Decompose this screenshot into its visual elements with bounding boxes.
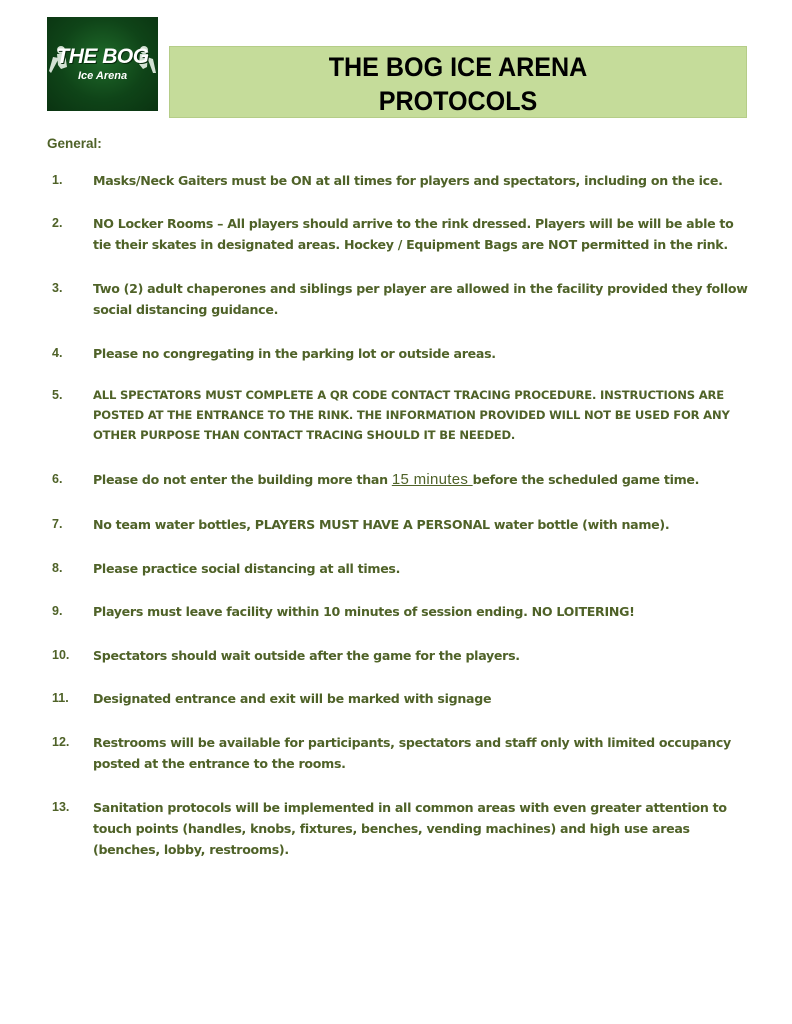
title-line-2: PROTOCOLS — [378, 86, 538, 116]
item-text: Restrooms will be available for participants, spectators and staff only with limited occupancy posted at the entrance to the rooms. — [93, 735, 731, 771]
logo-brand: THE BOG — [56, 45, 149, 68]
item-number: 8. — [52, 561, 63, 575]
item-text: Spectators should wait outside after the game for the players. — [93, 648, 520, 663]
item-number: 12. — [52, 735, 70, 749]
item-text: Two (2) adult chaperones and siblings per player are allowed in the facility provided they follow social distancing guidance. — [93, 281, 748, 317]
item-number: 13. — [52, 800, 70, 814]
item-text: Sanitation protocols will be implemented in all common areas with even greater attention to touch points (handles, knobs, fixtures, benches, vending machines) and high use areas (benches, lobby, restrooms). — [93, 800, 727, 857]
item-number: 7. — [52, 517, 63, 531]
item-number: 9. — [52, 604, 63, 618]
item-number: 11. — [52, 691, 69, 705]
item-text: Please no congregating in the parking lot or outside areas. — [93, 346, 496, 361]
item-text: Masks/Neck Gaiters must be ON at all times for players and spectators, including on the ice. — [93, 173, 723, 188]
item-number: 1. — [52, 173, 63, 187]
item-text-pre: Please do not enter the building more than — [93, 472, 392, 487]
page-title — [169, 46, 747, 118]
item-text: Players must leave facility within 10 minutes of session ending. NO LOITERING! — [93, 604, 635, 619]
item-number: 6. — [52, 472, 63, 486]
arena-logo — [47, 17, 158, 111]
item-text: Designated entrance and exit will be marked with signage — [93, 691, 492, 706]
item-number: 5. — [52, 388, 63, 402]
item-number: 10. — [52, 648, 70, 662]
item-text — [93, 469, 753, 490]
logo-subtitle: Ice Arena — [77, 70, 128, 82]
time-emphasis: 15 minutes — [391, 471, 473, 488]
item-text: ALL SPECTATORS MUST COMPLETE A QR CODE CONTACT TRACING PROCEDURE. INSTRUCTIONS ARE POSTED AT THE ENTRANCE TO THE RINK. THE INFORMATION PROVIDED WILL NOT BE USED FOR ANY OTHER PURPOSE THAN CONTACT TRACING SHOULD IT BE NEEDED. — [93, 388, 730, 442]
item-text-post: before the scheduled game time. — [472, 472, 700, 487]
title-line-1: THE BOG ICE ARENA — [328, 52, 588, 82]
item-text: NO Locker Rooms – All players should arrive to the rink dressed. Players will be will be able to tie their skates in designated areas. Hockey / Equipment Bags are NOT permitted in the rink. — [93, 216, 734, 252]
item-text: Please practice social distancing at all times. — [93, 561, 401, 576]
section-label: General: — [47, 136, 102, 151]
item-number: 2. — [52, 216, 63, 230]
item-number: 4. — [52, 346, 63, 360]
item-text: No team water bottles, PLAYERS MUST HAVE A PERSONAL water bottle (with name). — [93, 517, 670, 532]
item-number: 3. — [52, 281, 63, 295]
